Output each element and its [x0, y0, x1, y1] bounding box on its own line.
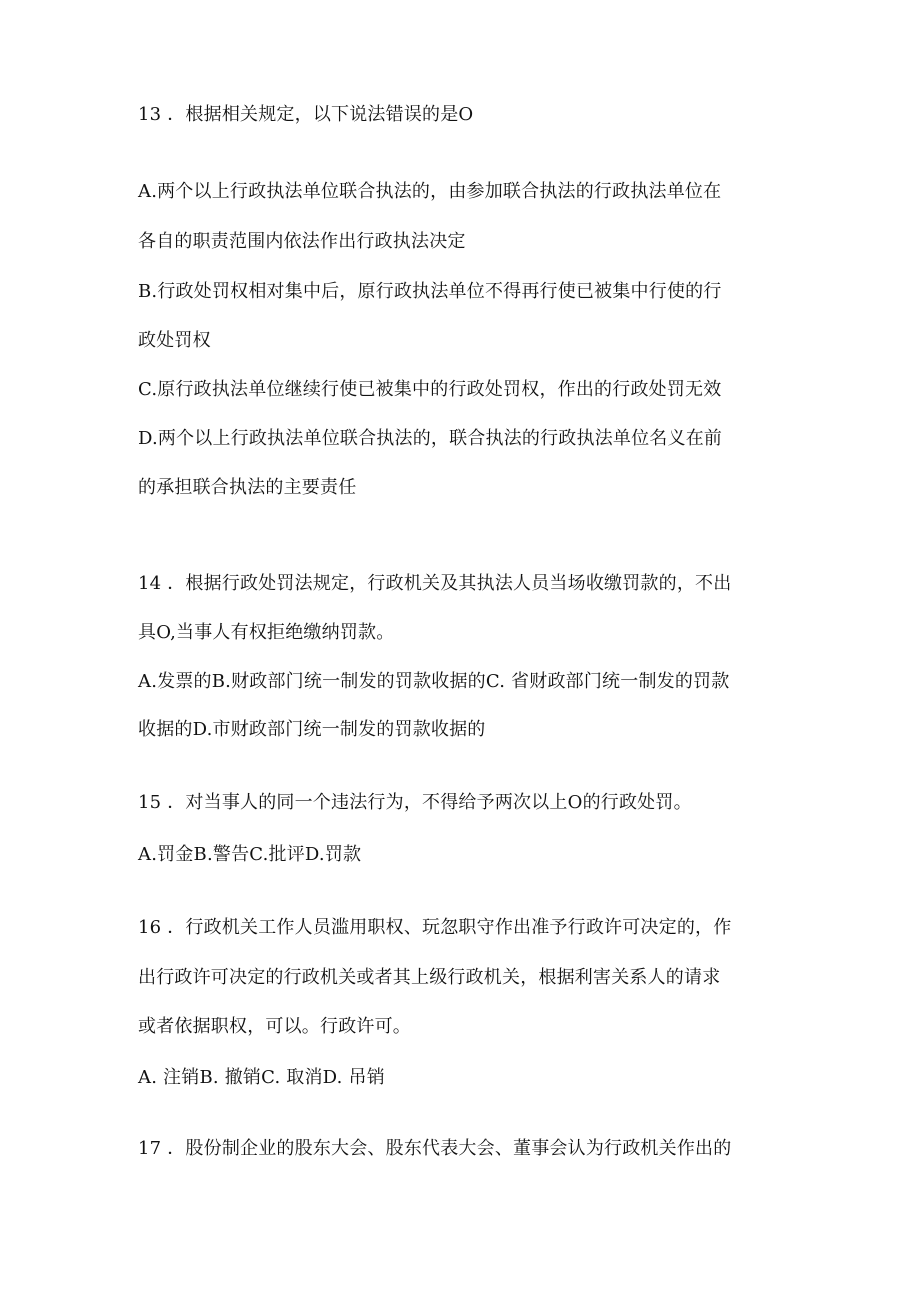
question-16-stem-line-1: 16 ．行政机关工作人员滥用职权、玩忽职守作出准予行政许可决定的，作	[138, 917, 732, 938]
question-13-option-b-line-2: 政处罚权	[138, 330, 211, 351]
question-15-stem: 15 ．对当事人的同一个违法行为，不得给予两次以上O的行政处罚。	[138, 792, 692, 813]
question-14-stem-line-1: 14 ．根据行政处罚法规定，行政机关及其执法人员当场收缴罚款的，不出	[138, 573, 732, 594]
question-13-option-c: C.原行政执法单位继续行使已被集中的行政处罚权，作出的行政处罚无效	[138, 379, 722, 400]
question-13-option-a-line-1: A.两个以上行政执法单位联合执法的，由参加联合执法的行政执法单位在	[138, 181, 722, 202]
question-13-stem: 13 ．根据相关规定，以下说法错误的是O	[138, 104, 474, 125]
question-13-option-b-line-1: B.行政处罚权相对集中后，原行政执法单位不得再行使已被集中行使的行	[138, 281, 722, 302]
question-13-option-d-line-2: 的承担联合执法的主要责任	[138, 477, 357, 498]
question-16-stem-line-2: 出行政许可决定的行政机关或者其上级行政机关，根据利害关系人的请求	[138, 967, 721, 988]
question-14-options-line-1: A.发票的B.财政部门统一制发的罚款收据的C. 省财政部门统一制发的罚款	[138, 671, 730, 692]
question-13-option-a-line-2: 各自的职责范围内依法作出行政执法决定	[138, 231, 466, 252]
question-14-options-line-2: 收据的D.市财政部门统一制发的罚款收据的	[138, 719, 486, 740]
question-16-stem-line-3: 或者依据职权，可以。行政许可。	[138, 1016, 411, 1037]
question-16-options: A. 注销B. 撤销C. 取消D. 吊销	[138, 1067, 385, 1088]
question-15-options: A.罚金B.警告C.批评D.罚款	[138, 844, 362, 865]
question-13-option-d-line-1: D.两个以上行政执法单位联合执法的，联合执法的行政执法单位名义在前	[138, 428, 723, 449]
question-17-stem: 17 ．股份制企业的股东大会、股东代表大会、董事会认为行政机关作出的	[138, 1138, 732, 1159]
question-14-stem-line-2: 具O,当事人有权拒绝缴纳罚款。	[138, 622, 395, 643]
